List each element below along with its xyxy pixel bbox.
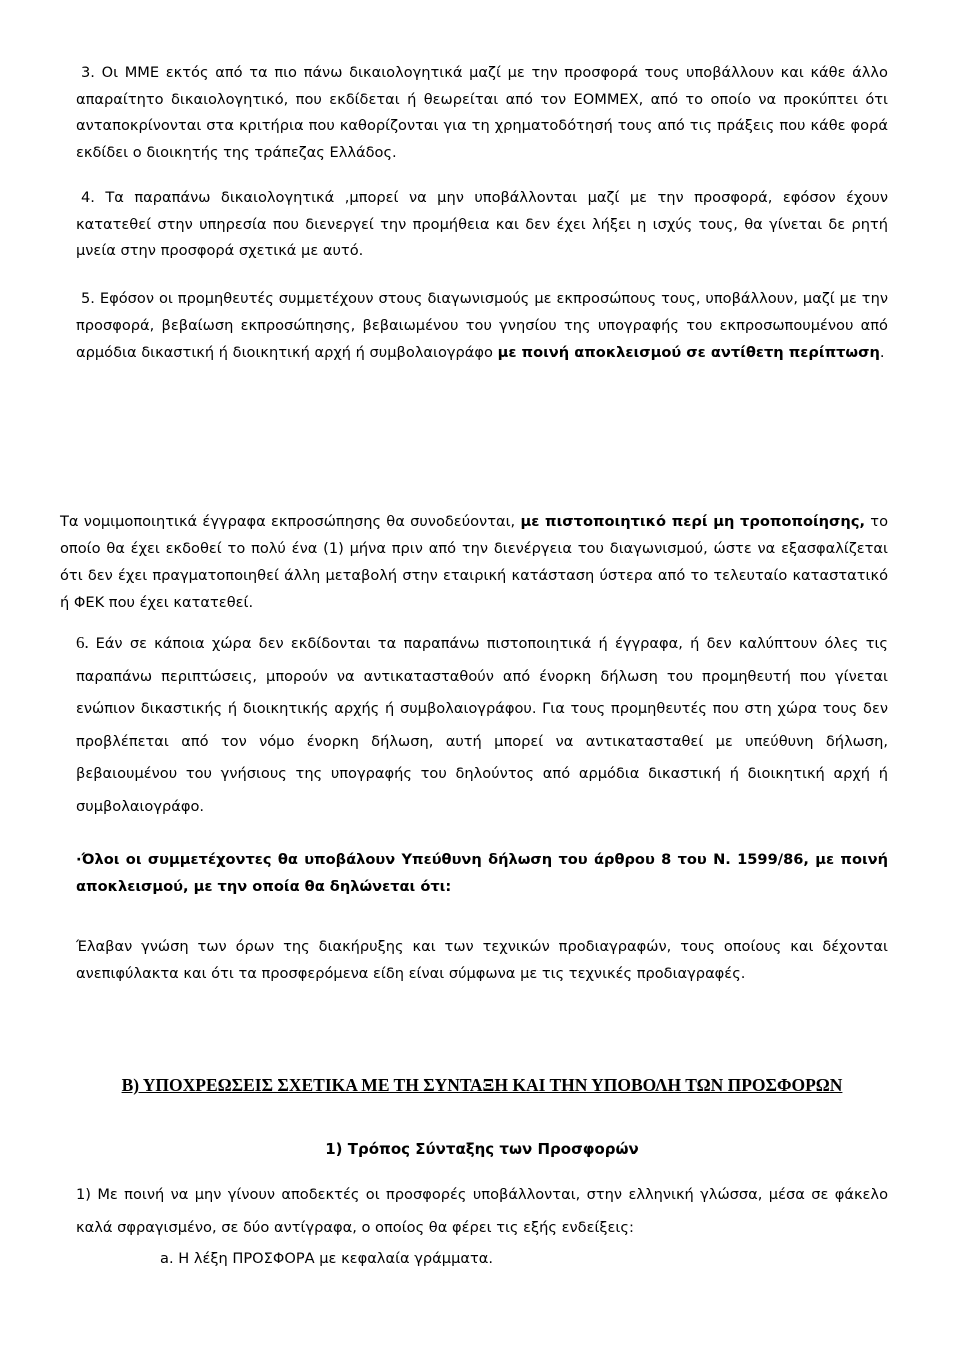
paragraph-4: 4. Τα παραπάνω δικαιολογητικά ,μπορεί να μην υποβάλλονται μαζί με την προσφορά, εφόσον έχουν κατατεθεί στην υπηρεσία που διενεργεί την προμήθεια και δεν έχει λήξει η ισχύς τους, θα γίνεται δε ρητή μνεία στην προσφορά σχετικά με αυτό.	[76, 189, 888, 259]
declaration-bold	[76, 846, 888, 900]
paragraph-6-text: Εάν σε κάποια χώρα δεν εκδίδονται τα παραπάνω πιστοποιητικά ή έγγραφα, ή δεν καλύπτουν όλες τις παραπάνω περιπτώσεις, μπορούν να αντικατασταθούν από ένορκη δήλωση του προμηθευτή που γίνεται ενώπιον δικαστικής ή διοικητικής αρχής ή συμβολαιογράφου. Για τους προμηθευτές που στη χώρα τους δεν προβλέπεται από τον νόμο ένορκη δήλωση, αυτή μπορεί να αντικατασταθεί με υπεύθυνη δήλωση, βεβαιουμένου του γνήσιους της υπογραφής του δηλούντος από αρμόδια δικαστική ή διοικητική αρχή ή συμβολαιογράφο.	[76, 635, 888, 815]
paragraph-terms: Έλαβαν γνώση των όρων της διακήρυξης και των τεχνικών προδιαγραφών, τους οποίους και δέχονται ανεπιφύλακτα και ότι τα προσφερόμενα είδη είναι σύμφωνα με τις τεχνικές προδιαγραφές.	[76, 938, 888, 982]
paragraph-5-end: .	[879, 344, 885, 361]
paragraph-3: 3. Οι ΜΜΕ εκτός από τα πιο πάνω δικαιολογητικά μαζί με την προσφορά τους υποβάλλουν και κάθε άλλο απαραίτητο δικαιολογητικό, που εκδίδεται ή θεωρείται από τον ΕΟΜΜΕΧ, από το οποίο να προκύπτει ότι ανταποκρίνονται στα κριτήρια που καθορίζονται για τη χρηματοδότησή τους από τις πράξεις που κάθε φορά εκδίδει ο διοικητής της τράπεζας Ελλάδος.	[76, 64, 888, 161]
paragraph-6	[76, 627, 888, 823]
legal-docs-rest: το οποίο θα έχει εκδοθεί το πολύ ένα (1) μήνα πριν από την διενέργεια του διαγωνισμού, ώστε να εξασφαλίζεται ότι δεν έχει πραγματοποιηθεί άλλη μεταβολή στην εταιρική κατάσταση ύστερα από το τελευταίο καταστατικό ή ΦΕΚ που έχει κατατεθεί.	[60, 513, 888, 611]
legal-docs-bold: με πιστοποιητικό περί μη τροποποίησης,	[520, 513, 866, 530]
paragraph-5-text: 5. Εφόσον οι προμηθευτές συμμετέχουν στους διαγωνισμούς με εκπροσώπους τους, υποβάλλουν, μαζί με την προσφορά, βεβαίωση εκπροσώπησης, βεβαιωμένου του γνησίου της υπογραφής του εκπροσωπουμένου από αρμόδια δικαστική ή διοικητική αρχή ή συμβολαιογράφο	[76, 290, 888, 361]
subsection-heading-1: 1) Τρόπος Σύνταξης των Προσφορών	[325, 1140, 639, 1158]
paragraph-submission: 1) Με ποινή να μην γίνουν αποδεκτές οι προσφορές υποβάλλονται, στην ελληνική γλώσσα, μέσα σε φάκελο καλά σφραγισμένο, σε δύο αντίγραφα, ο οποίος θα φέρει τις εξής ενδείξεις:	[76, 1186, 888, 1236]
declaration-bold-text: ·Όλοι οι συμμετέχοντες θα υποβάλουν Υπεύθυνη δήλωση του άρθρου 8 του Ν. 1599/86, με ποινή αποκλεισμού, με την οποία θα δηλώνεται ότι:	[76, 851, 888, 895]
section-heading-b: Β) ΥΠΟΧΡΕΩΣΕΙΣ ΣΧΕΤΙΚΑ ΜΕ ΤΗ ΣΥΝΤΑΞΗ ΚΑΙ ΤΗΝ ΥΠΟΒΟΛΗ ΤΩΝ ΠΡΟΣΦΟΡΩΝ	[121, 1075, 843, 1095]
paragraph-5	[76, 285, 888, 366]
legal-docs-text: Τα νομιμοποιητικά έγγραφα εκπροσώπησης θα συνοδεύονται,	[60, 513, 521, 530]
list-item-a: a. Η λέξη ΠΡΟΣΦΟΡΑ με κεφαλαία γράμματα.	[160, 1250, 494, 1267]
paragraph-legal-docs	[60, 508, 888, 616]
paragraph-6-number: 6.	[76, 633, 96, 652]
paragraph-5-bold: με ποινή αποκλεισμού σε αντίθετη περίπτωση	[497, 344, 880, 361]
